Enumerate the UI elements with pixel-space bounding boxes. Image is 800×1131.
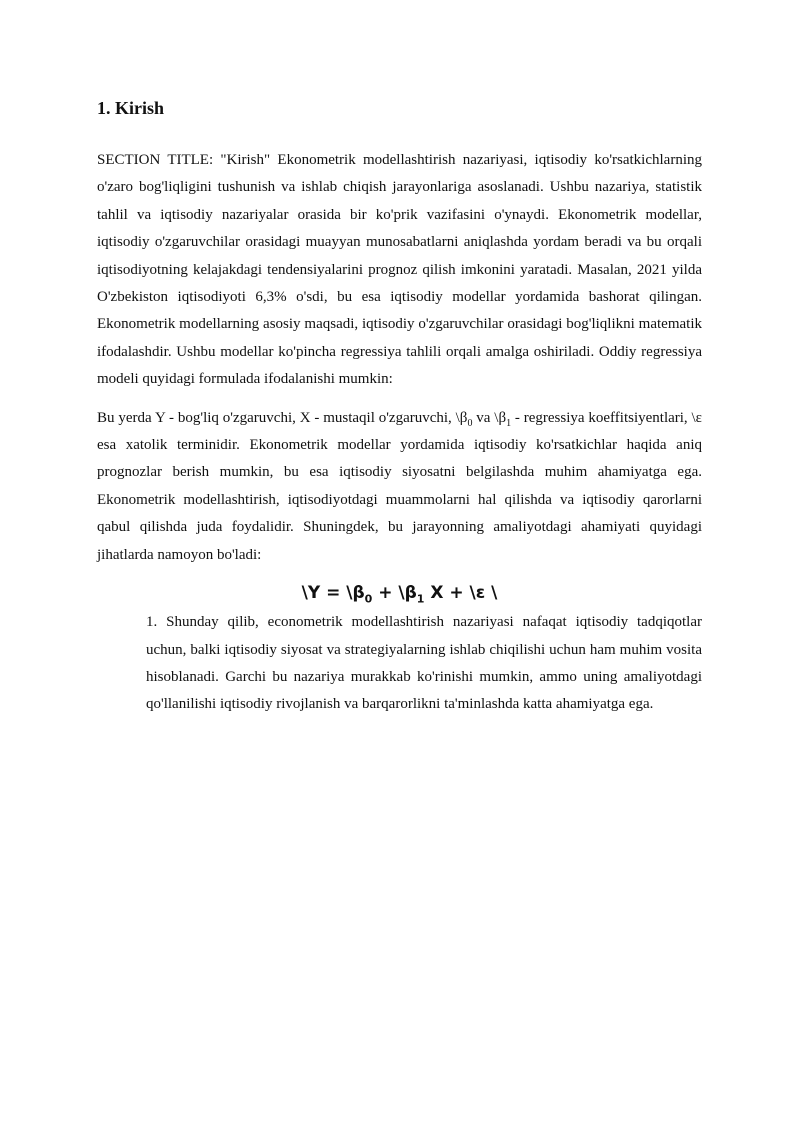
explanation-paragraph (97, 405, 702, 569)
regression-formula (97, 580, 702, 606)
conclusion-list (97, 609, 702, 719)
formula-text-2: + \β (372, 583, 417, 604)
beta0-subscript: 0 (467, 417, 473, 429)
formula-beta0-subscript: 0 (364, 592, 373, 606)
section-heading: 1. Kirish (97, 98, 165, 118)
formula-text-3: X + \ε \ (424, 583, 498, 604)
formula-beta1-subscript: 1 (416, 592, 425, 606)
beta1-subscript: 1 (506, 417, 512, 429)
explanation-text-3: - regressiya koeffitsiyentlari, \ε esa xatolik terminidir. Ekonometrik modellar yordamida iqtisodiy ko'rsatkichlar haqida aniq prognozlar berish mumkin, bu esa iqtisodiy siyosatni belgilashda muhim ahamiyatga ega. Ekonometrik modellashtirish, iqtisodiyotdagi muammolarni hal qilishda va iqtisodiy qarorlarni qabul qilishda juda foydalidir. Shuningdek, bu jarayonning amaliyotdagi ahamiyati quyidagi jihatlarda namoyon bo'ladi: (97, 409, 702, 563)
intro-paragraph: SECTION TITLE: "Kirish" Ekonometrik modellashtirish nazariyasi, iqtisodiy ko'rsatkichlarning o'zaro bog'liqligini tushunish va ishlab chiqish jarayonlariga asoslanadi. Ushbu nazariya, statistik tahlil va iqtisodiy nazariyalar orasida bir ko'prik vazifasini o'ynaydi. Ekonometrik modellar, iqtisodiy o'zgaruvchilar orasidagi muayyan munosabatlarni aniqlashda yordam beradi va bu orqali iqtisodiyotning kelajakdagi tendensiyalarini prognoz qilish imkonini yaratadi. Masalan, 2021 yilda O'zbekiston iqtisodiyoti 6,3% o'sdi, bu esa iqtisodiy modellar yordamida bashorat qilingan. Ekonometrik modellarning asosiy maqsadi, iqtisodiy o'zgaruvchilar orasidagi bog'liqlikni matematik ifodalashdir. Ushbu modellar ko'pincha regressiya tahlili orqali amalga oshiriladi. Oddiy regressiya modeli quyidagi formulada ifodalanishi mumkin: (97, 152, 702, 388)
list-item: 1. Shunday qilib, econometrik modellashtirish nazariyasi nafaqat iqtisodiy tadqiqotlar uchun, balki iqtisodiy siyosat va strategiyalarning ishlab chiqilishi uchun ham muhim vosita hisoblanadi. Garchi bu nazariya murakkab ko'rinishi mumkin, ammo uning amaliyotdagi qo'llanilishi iqtisodiy rivojlanish va barqarorlikni ta'minlashda katta ahamiyatga ega. (146, 614, 702, 713)
explanation-text-2: va \β (472, 409, 507, 426)
explanation-text-1: Bu yerda Y - bog'liq o'zgaruvchi, X - mustaqil o'zgaruvchi, \β (97, 409, 468, 426)
formula-text-1: \Y = \β (301, 583, 365, 604)
